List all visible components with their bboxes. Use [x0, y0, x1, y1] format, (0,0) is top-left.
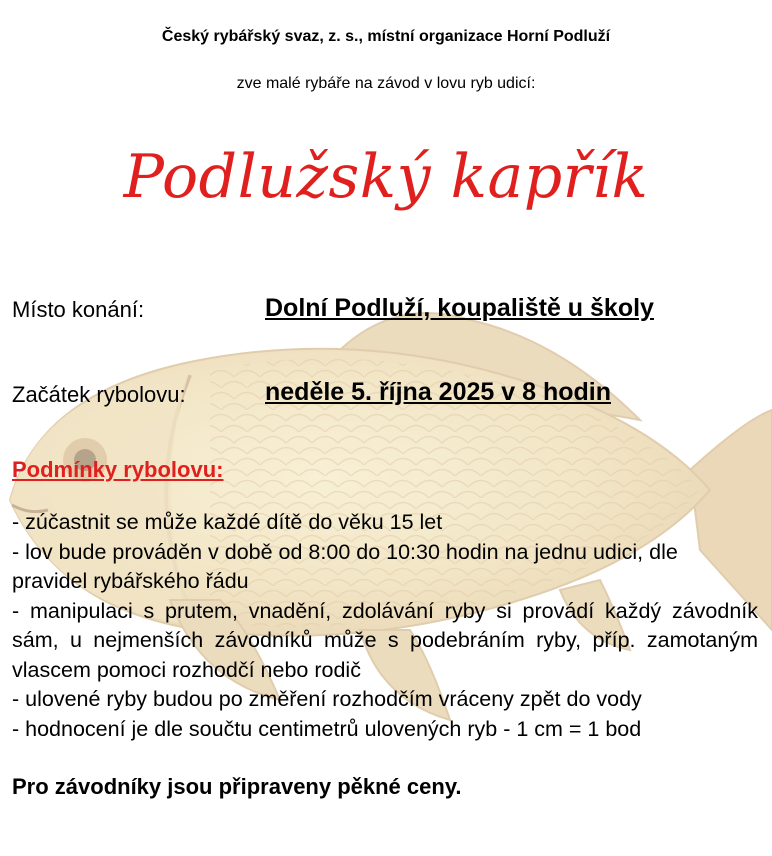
list-item: - ulovené ryby budou po změření rozhodčím vráceny zpět do vody — [12, 687, 642, 711]
start-label: Začátek rybolovu: — [12, 382, 186, 407]
invitation-line: zve malé rybáře na závod v lovu ryb udicí: — [236, 75, 536, 92]
list-item: - lov bude prováděn v době od 8:00 do 10:30 hodin na jednu udici, dle pravidel rybářského řádu — [12, 539, 678, 593]
location-value: Dolní Podluží, koupaliště u školy — [265, 294, 654, 322]
prizes-note: Pro závodníky jsou připraveny pěkné ceny. — [12, 774, 462, 799]
list-item: - zúčastnit se může každé dítě do věku 15 let — [12, 510, 443, 534]
location-label: Místo konání: — [12, 297, 145, 322]
event-title: Podlužský kapřík — [123, 142, 649, 212]
conditions-heading: Podmínky rybolovu: — [12, 457, 224, 482]
list-item: - hodnocení je dle součtu centimetrů ulovených ryb - 1 cm = 1 bod — [12, 716, 642, 741]
conditions-list — [12, 508, 758, 744]
start-value: neděle 5. října 2025 v 8 hodin — [265, 378, 611, 406]
organization-line: Český rybářský svaz, z. s., místní organizace Horní Podluží — [161, 28, 611, 45]
list-item: - manipulaci s prutem, vnadění, zdolávání ryby si provádí každý závodník sám, u nejmenších závodníků může s podebráním ryby, příp. zamotaným vlascem pomoci rozhodčí nebo rodič — [12, 598, 758, 682]
